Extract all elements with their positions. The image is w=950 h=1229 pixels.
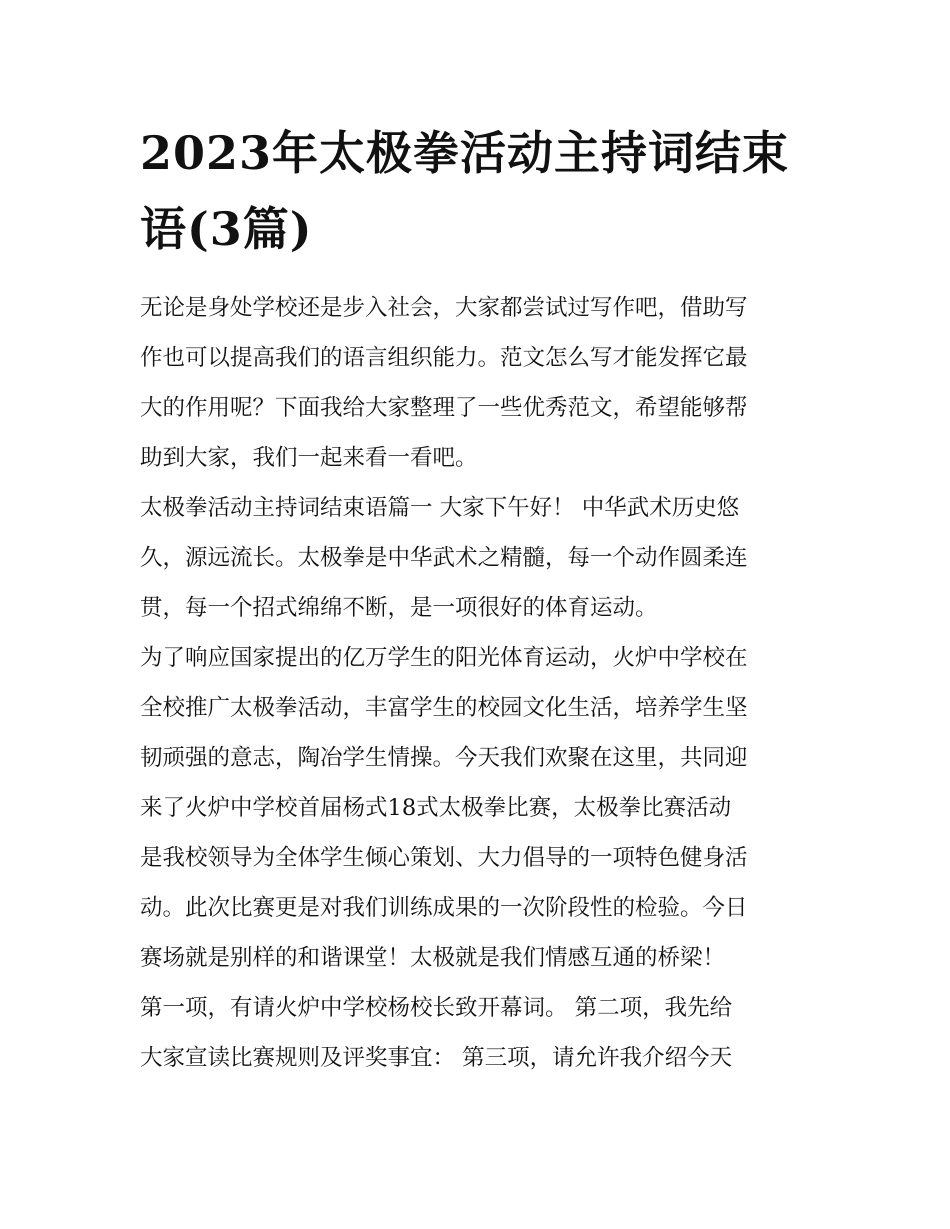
text-line: 贯，每一个招式绵绵不断，是一项很好的体育运动。 xyxy=(140,595,658,621)
text-line: 久，源远流长。太极拳是中华武术之精髓，每一个动作圆柔连 xyxy=(140,545,748,571)
text-line: 大的作用呢？下面我给大家整理了一些优秀范文，希望能够帮 xyxy=(140,395,748,421)
body-paragraph xyxy=(140,983,812,1083)
body-paragraph xyxy=(140,633,812,983)
title-line: 语(3篇) xyxy=(140,202,313,256)
text-line: 是我校领导为全体学生倾心策划、大力倡导的一项特色健身活 xyxy=(140,845,748,871)
document-title xyxy=(140,115,812,267)
text-line: 无论是身处学校还是步入社会，大家都尝试过写作吧，借助写 xyxy=(140,295,748,321)
text-line: 韧顽强的意志，陶冶学生情操。今天我们欢聚在这里，共同迎 xyxy=(140,745,748,771)
intro-paragraph xyxy=(140,283,812,483)
text-line: 为了响应国家提出的亿万学生的阳光体育运动，火炉中学校在 xyxy=(140,645,748,671)
title-line: 2023年太极拳活动主持词结束 xyxy=(140,126,790,180)
text-line: 大家宣读比赛规则及评奖事宜： 第三项，请允许我介绍今天 xyxy=(140,1045,733,1071)
text-line: 来了火炉中学校首届杨式18式太极拳比赛，太极拳比赛活动 xyxy=(140,795,732,821)
text-line: 第一项，有请火炉中学校杨校长致开幕词。 第二项，我先给 xyxy=(140,995,733,1021)
text-line: 赛场就是别样的和谐课堂！太极就是我们情感互通的桥梁！ xyxy=(140,945,726,971)
text-line: 太极拳活动主持词结束语篇一 大家下午好！ 中华武术历史悠 xyxy=(140,495,740,521)
text-line: 作也可以提高我们的语言组织能力。范文怎么写才能发挥它最 xyxy=(140,345,748,371)
document-page xyxy=(140,115,812,1083)
text-line: 助到大家，我们一起来看一看吧。 xyxy=(140,445,478,471)
text-line: 全校推广太极拳活动，丰富学生的校园文化生活，培养学生坚 xyxy=(140,695,748,721)
text-line: 动。此次比赛更是对我们训练成果的一次阶段性的检验。今日 xyxy=(140,895,748,921)
body-paragraph xyxy=(140,483,812,633)
